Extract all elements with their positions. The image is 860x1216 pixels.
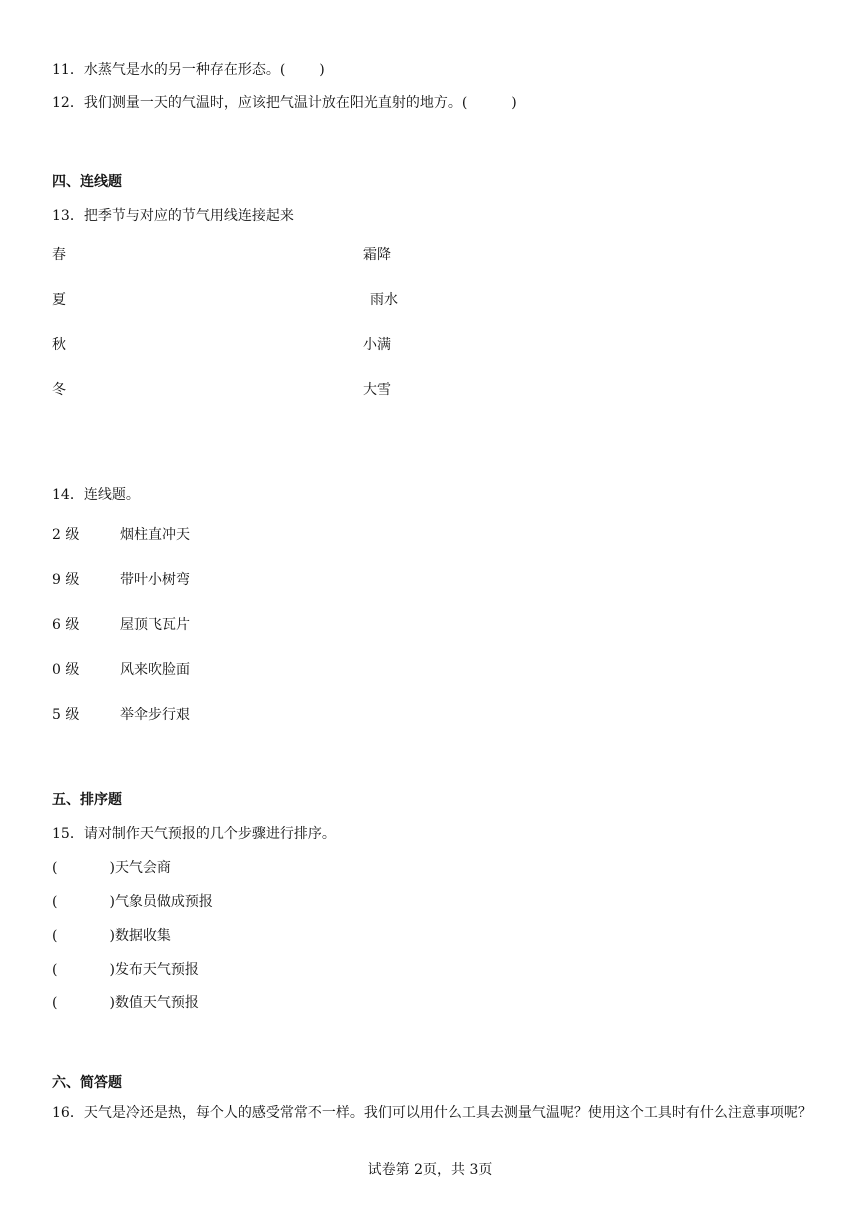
step-text: 气象员做成预报 <box>114 894 213 910</box>
question-number: 14． <box>52 487 84 503</box>
wind-description-item: 带叶小树弯 <box>120 572 190 588</box>
step-text: 数值天气预报 <box>114 995 199 1011</box>
question-11 <box>52 60 325 80</box>
question-text: 水蒸气是水的另一种存在形态。( <box>83 62 286 78</box>
solar-term-item: 大雪 <box>363 382 391 398</box>
question-number: 11． <box>52 62 84 78</box>
wind-description-item: 屋顶飞瓦片 <box>120 617 190 633</box>
paren-close: ) <box>109 894 115 910</box>
solar-term-item: 雨水 <box>370 292 398 308</box>
ordering-step <box>52 960 199 980</box>
wind-level-item: 2 级 <box>52 527 80 543</box>
ordering-step <box>52 892 213 912</box>
season-item: 夏 <box>52 292 66 308</box>
ordering-step <box>52 926 171 946</box>
wind-level-item: 6 级 <box>52 617 80 633</box>
page-footer: 试卷第 2页，共 3页 <box>367 1162 493 1178</box>
answer-paren-close: ) <box>511 95 517 111</box>
section-title-matching: 四、连线题 <box>52 174 122 190</box>
solar-term-item: 小满 <box>363 337 391 353</box>
paren-close: ) <box>109 860 115 876</box>
season-item: 春 <box>52 247 66 263</box>
question-16 <box>52 1096 812 1130</box>
question-number: 13． <box>52 208 84 224</box>
wind-description-item: 举伞步行艰 <box>120 707 190 723</box>
paren-close: ) <box>109 928 115 944</box>
question-text: 请对制作天气预报的几个步骤进行排序。 <box>83 826 336 842</box>
question-text: 天气是冷还是热，每个人的感受常常不一样。我们可以用什么工具去测量气温呢？使用这个工具时有什么注意事项呢？ <box>83 1105 812 1121</box>
question-text: 我们测量一天的气温时，应该把气温计放在阳光直射的地方。( <box>83 95 468 111</box>
paren-open: ( <box>52 860 58 876</box>
paren-open: ( <box>52 928 58 944</box>
wind-level-item: 0 级 <box>52 662 80 678</box>
wind-description-item: 烟柱直冲天 <box>120 527 190 543</box>
question-text: 连线题。 <box>83 487 140 503</box>
question-13 <box>52 206 294 226</box>
season-item: 冬 <box>52 382 66 398</box>
step-text: 数据收集 <box>114 928 171 944</box>
solar-term-item: 霜降 <box>363 247 391 263</box>
question-number: 12． <box>52 95 84 111</box>
question-text: 把季节与对应的节气用线连接起来 <box>83 208 294 224</box>
step-text: 天气会商 <box>114 860 171 876</box>
paren-open: ( <box>52 995 58 1011</box>
ordering-step <box>52 858 171 878</box>
question-number: 15． <box>52 826 84 842</box>
wind-level-item: 9 级 <box>52 572 80 588</box>
wind-level-item: 5 级 <box>52 707 80 723</box>
paren-close: ) <box>109 962 115 978</box>
question-number: 16． <box>52 1105 84 1121</box>
question-12 <box>52 93 517 113</box>
paren-open: ( <box>52 962 58 978</box>
section-title-short-answer: 六、简答题 <box>52 1075 122 1091</box>
step-text: 发布天气预报 <box>114 962 199 978</box>
season-item: 秋 <box>52 337 66 353</box>
wind-description-item: 风来吹脸面 <box>120 662 190 678</box>
ordering-step <box>52 993 199 1013</box>
question-14 <box>52 485 140 505</box>
question-15 <box>52 824 336 844</box>
paren-close: ) <box>109 995 115 1011</box>
section-title-ordering: 五、排序题 <box>52 792 122 808</box>
answer-paren-close: ) <box>319 62 325 78</box>
paren-open: ( <box>52 894 58 910</box>
